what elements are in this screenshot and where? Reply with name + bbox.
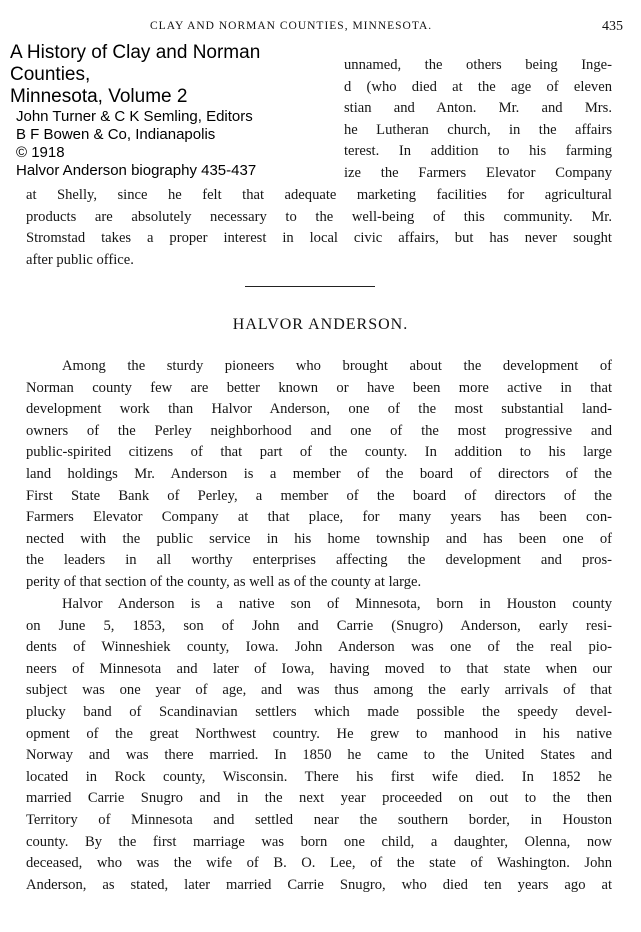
text-line: subject was one year of age, and was thus among the early arrivals of that: [26, 682, 612, 699]
citation-biography-pages: Halvor Anderson biography 435-437: [16, 162, 257, 179]
text-line: land holdings Mr. Anderson is a member of the board of directors of the: [26, 465, 612, 482]
text-line: after public office.: [26, 251, 134, 268]
biography-paragraph-2: [26, 594, 612, 896]
text-line: Farmers Elevator Company at that place, for many years has been con-: [26, 509, 612, 526]
text-line: plucky band of Scandinavian settlers which made possible the speedy devel-: [26, 703, 612, 720]
citation-title-line1: A History of Clay and Norman Counties,: [10, 42, 261, 85]
text-line: deceased, who was the wife of B. O. Lee, of the state of Washington. John: [26, 855, 612, 872]
text-line: Norway and was there married. In 1850 he came to the United States and: [26, 747, 612, 764]
citation-title-line2: Minnesota, Volume 2: [10, 86, 188, 107]
top-paragraph-partial: [344, 55, 612, 185]
text-line: nected with the public service in his home township and has been one of: [26, 530, 612, 547]
text-line: Norman county few are better known or have been more active in that: [26, 379, 612, 396]
text-line: dents of Winneshiek county, Iowa. John Anderson was one of the real pio-: [26, 639, 612, 656]
text-line: Territory of Minnesota and settled near the southern border, in Houston: [26, 811, 612, 828]
text-line: located in Rock county, Wisconsin. There his first wife died. In 1852 he: [26, 768, 612, 785]
citation-overlay: [10, 42, 340, 179]
text-line: public-spirited citizens of that part of the county. In addition to his large: [26, 444, 612, 461]
section-divider: [245, 286, 375, 287]
running-title: CLAY AND NORMAN COUNTIES, MINNESOTA.: [150, 20, 433, 32]
text-line: perity of that section of the county, as well as of the county at large.: [26, 573, 422, 590]
text-line: neers of Minnesota and later of Iowa, having moved to that state when our: [26, 660, 612, 677]
text-line: d (who died at the age of eleven: [344, 78, 612, 95]
citation-editors: John Turner & C K Semling, Editors: [16, 108, 253, 125]
text-line: Anderson, as stated, later married Carrie Snugro, who died ten years ago at: [26, 876, 612, 893]
text-line: Halvor Anderson is a native son of Minnesota, born in Houston county: [62, 596, 612, 612]
page-number: 435: [602, 19, 623, 34]
text-line: opment of the great Northwest country. He grew to manhood in his native: [26, 725, 612, 742]
citation-publisher: B F Bowen & Co, Indianapolis: [16, 126, 216, 143]
text-line: First State Bank of Perley, a member of the board of directors of the: [26, 487, 612, 504]
text-line: county. By the first marriage was born one child, a daughter, Olenna, now: [26, 833, 612, 850]
text-line: owners of the Perley neighborhood and one of the most progressive and: [26, 422, 612, 439]
text-line: ize the Farmers Elevator Company: [344, 164, 612, 181]
text-line: development work than Halvor Anderson, one of the most substantial land-: [26, 401, 612, 418]
text-line: he Lutheran church, in the affairs: [344, 121, 612, 138]
text-line: on June 5, 1853, son of John and Carrie (Snugro) Anderson, early resi-: [26, 617, 612, 634]
text-line: at Shelly, since he felt that adequate marketing facilities for agricultural: [26, 187, 612, 203]
text-line: terest. In addition to his farming: [344, 143, 612, 160]
section-heading: HALVOR ANDERSON.: [232, 316, 409, 333]
text-line: unnamed, the others being Inge-: [344, 57, 612, 73]
text-line: the leaders in all worthy enterprises affecting the development and pros-: [26, 552, 612, 569]
text-line: stian and Anton. Mr. and Mrs.: [344, 100, 612, 117]
text-line: married Carrie Snugro and in the next year proceeded on out to the then: [26, 790, 612, 807]
text-line: Stromstad takes a proper interest in local civic affairs, but has never sought: [26, 230, 612, 247]
text-line: Among the sturdy pioneers who brought about the development of: [62, 358, 612, 374]
text-line: products are absolutely necessary to the well-being of this community. Mr.: [26, 208, 612, 225]
top-paragraph: [26, 185, 612, 271]
citation-copyright: © 1918: [16, 144, 65, 161]
biography-paragraph-1: [26, 356, 612, 594]
